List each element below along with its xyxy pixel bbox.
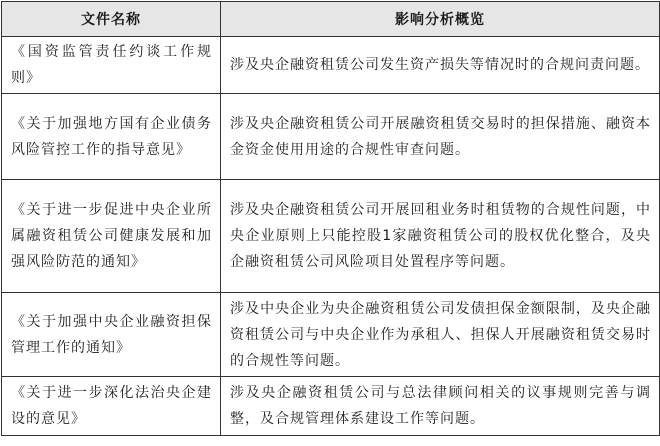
file-name-cell: 《关于进一步促进中央企业所属融资租赁公司健康发展和加强风险防范的通知》 <box>2 180 221 293</box>
header-impact-analysis: 影响分析概览 <box>221 2 660 37</box>
table-header-row <box>2 2 660 37</box>
impact-analysis-cell: 涉及中央企业为央企融资租赁公司发债担保金额限制，及央企融资租赁公司与中央企业作为承租人、担保人开展融资租赁交易时的合规性等问题。 <box>221 293 660 377</box>
table-row <box>2 180 660 293</box>
impact-analysis-cell: 涉及央企融资租赁公司与总法律顾问相关的议事规则完善与调整，及合规管理体系建设工作等问题。 <box>221 377 660 436</box>
impact-analysis-cell: 涉及央企融资租赁公司开展融资租赁交易时的担保措施、融资本金资金使用用途的合规性审查问题。 <box>221 94 660 180</box>
table-row <box>2 37 660 94</box>
file-name-cell: 《关于加强中央企业融资担保管理工作的通知》 <box>2 293 221 377</box>
file-name-cell: 《国资监管责任约谈工作规则》 <box>2 37 221 94</box>
table-row <box>2 377 660 436</box>
table-row <box>2 293 660 377</box>
file-name-cell: 《关于加强地方国有企业债务风险管控工作的指导意见》 <box>2 94 221 180</box>
impact-analysis-cell: 涉及央企融资租赁公司发生资产损失等情况时的合规问责问题。 <box>221 37 660 94</box>
table-row <box>2 94 660 180</box>
file-name-cell: 《关于进一步深化法治央企建设的意见》 <box>2 377 221 436</box>
impact-analysis-cell: 涉及央企融资租赁公司开展回租业务时租赁物的合规性问题，中央企业原则上只能控股1家融资租赁公司的股权优化整合，及央企融资租赁公司风险项目处置程序等问题。 <box>221 180 660 293</box>
header-file-name: 文件名称 <box>2 2 221 37</box>
policy-impact-table <box>1 1 660 436</box>
